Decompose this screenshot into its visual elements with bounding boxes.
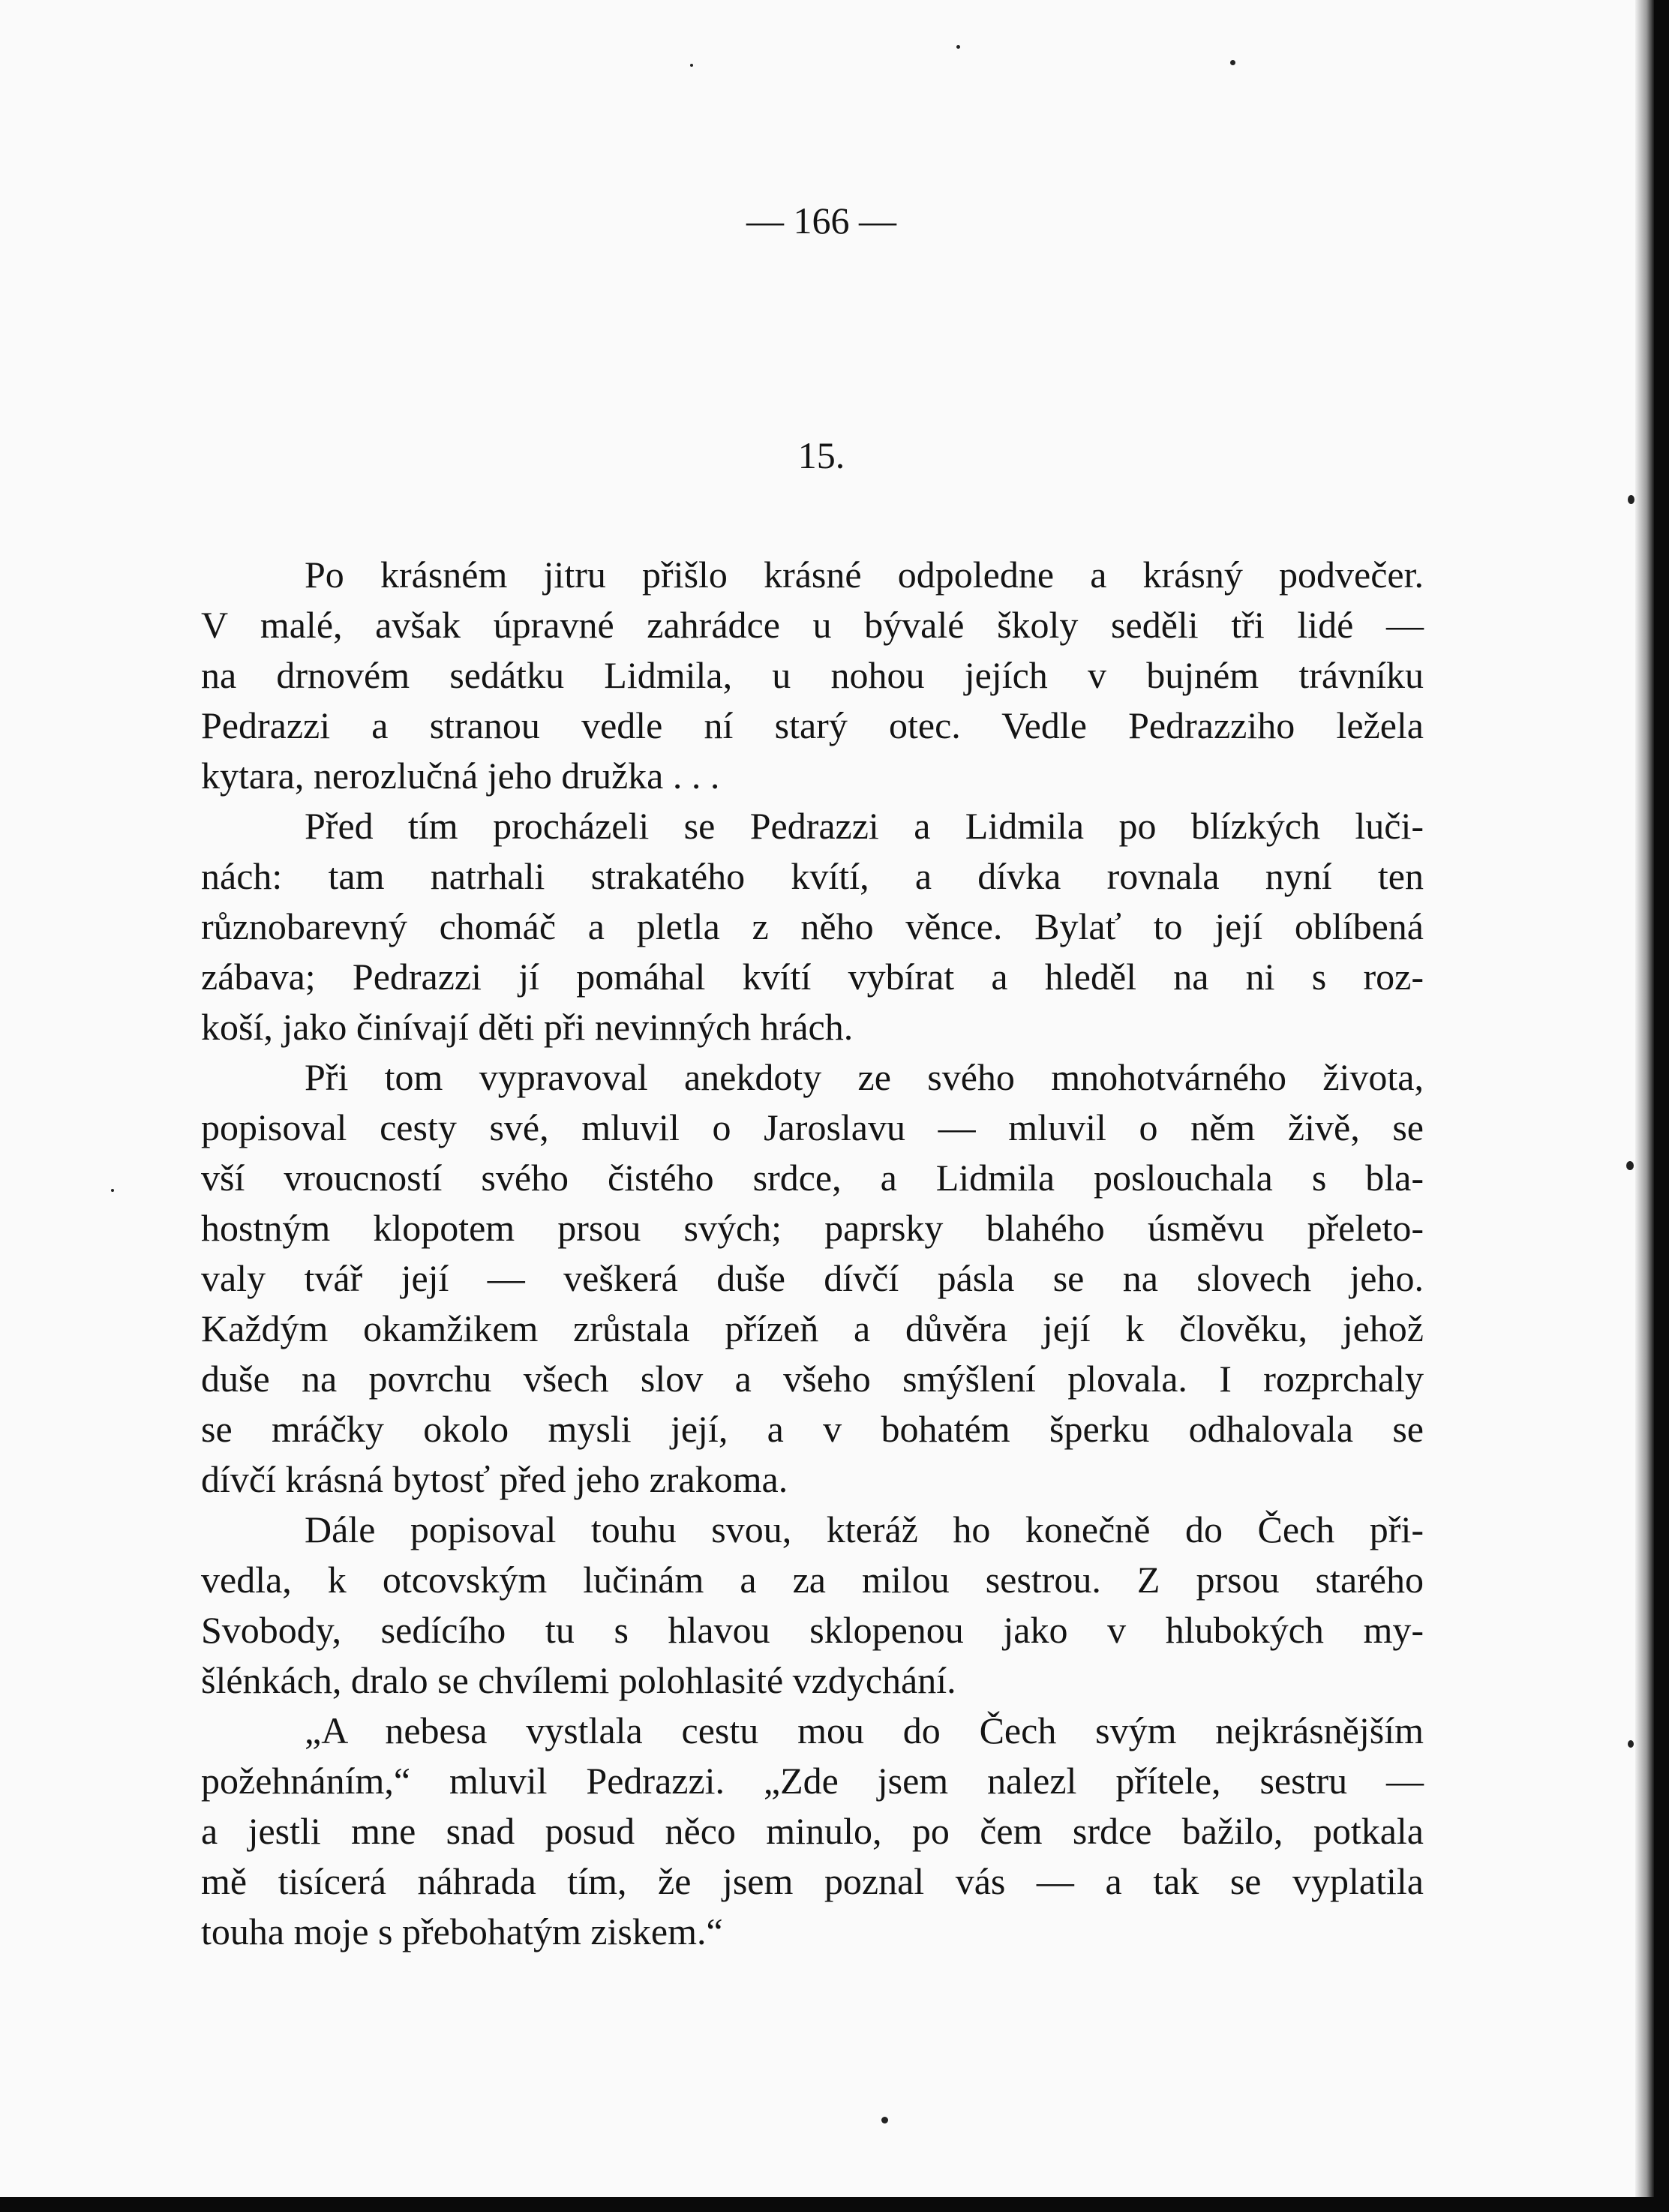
paper-speck	[1628, 495, 1634, 504]
text-line: Před tím procházeli se Pedrazzi a Lidmila po blízkých luči-	[305, 805, 1424, 847]
text-line: Pedrazzi a stranou vedle ní starý otec. Vedle Pedrazziho ležela	[201, 704, 1424, 746]
text-line: duše na povrchu všech slov a všeho smýšlení plovala. I rozprchaly	[201, 1358, 1424, 1400]
paper-speck	[111, 1189, 114, 1192]
paper-speck	[1626, 1161, 1634, 1170]
paper-speck	[1628, 1740, 1634, 1748]
text-line: různobarevný chomáč a pletla z něho věnce. Bylať to její oblíbená	[201, 905, 1424, 947]
text-line: hostným klopotem prsou svých; paprsky blahého úsměvu přeleto-	[201, 1207, 1424, 1249]
paper-speck	[956, 45, 960, 49]
text-line: Svobody, sedícího tu s hlavou sklopenou jako v hlubokých my-	[201, 1609, 1424, 1651]
text-line: kytara, nerozlučná jeho družka . . .	[201, 755, 720, 797]
page-edge-shadow	[1635, 0, 1654, 2197]
text-line: touha moje s přebohatým ziskem.“	[201, 1910, 723, 1952]
text-line: vší vroucností svého čistého srdce, a Lidmila poslouchala s bla-	[201, 1157, 1424, 1199]
text-line: Každým okamžikem zrůstala přízeň a důvěra její k člověku, jehož	[201, 1307, 1424, 1349]
text-line: se mráčky okolo mysli její, a v bohatém šperku odhalovala se	[201, 1408, 1424, 1450]
text-line: Po krásném jitru přišlo krásné odpoledne a krásný podvečer.	[305, 554, 1424, 596]
text-line: „A nebesa vystlala cestu mou do Čech svým nejkrásnějším	[305, 1709, 1424, 1751]
text-line: požehnáním,“ mluvil Pedrazzi. „Zde jsem nalezl přítele, sestru —	[201, 1760, 1424, 1802]
text-line: zábava; Pedrazzi jí pomáhal kvítí vybírat a hleděl na ni s roz-	[201, 956, 1424, 998]
text-line: a jestli mne snad posud něco minulo, po čem srdce bažilo, potkala	[201, 1810, 1424, 1852]
text-line: Dále popisoval touhu svou, kteráž ho konečně do Čech při-	[305, 1508, 1424, 1550]
paper-speck	[1230, 60, 1235, 65]
text-line: valy tvář její — veškerá duše dívčí pásla se na slovech jeho.	[201, 1257, 1424, 1299]
text-line: na drnovém sedátku Lidmila, u nohou jejích v bujném trávníku	[201, 654, 1424, 696]
body-text	[201, 550, 1424, 1957]
paper-speck	[690, 64, 693, 67]
text-line: mě tisícerá náhrada tím, že jsem poznal vás — a tak se vyplatila	[201, 1860, 1424, 1902]
text-line: Při tom vypravoval anekdoty ze svého mnohotvárného života,	[305, 1056, 1424, 1098]
text-line: vedla, k otcovským lučinám a za milou sestrou. Z prsou starého	[201, 1559, 1424, 1601]
text-line: V malé, avšak úpravné zahrádce u bývalé školy seděli tři lidé —	[201, 604, 1424, 646]
text-line: nách: tam natrhali strakatého kvítí, a dívka rovnala nyní ten	[201, 855, 1424, 897]
page-number: — 166 —	[746, 200, 896, 242]
paper-speck	[881, 2117, 888, 2123]
text-line: popisoval cesty své, mluvil o Jaroslavu — mluvil o něm živě, se	[201, 1106, 1424, 1148]
text-line: koší, jako činívají děti při nevinných hrách.	[201, 1006, 854, 1048]
chapter-heading: 15.	[797, 434, 845, 476]
text-line: šlénkách, dralo se chvílemi polohlasité vzdychání.	[201, 1659, 956, 1701]
text-line: dívčí krásná bytosť před jeho zrakoma.	[201, 1458, 788, 1500]
